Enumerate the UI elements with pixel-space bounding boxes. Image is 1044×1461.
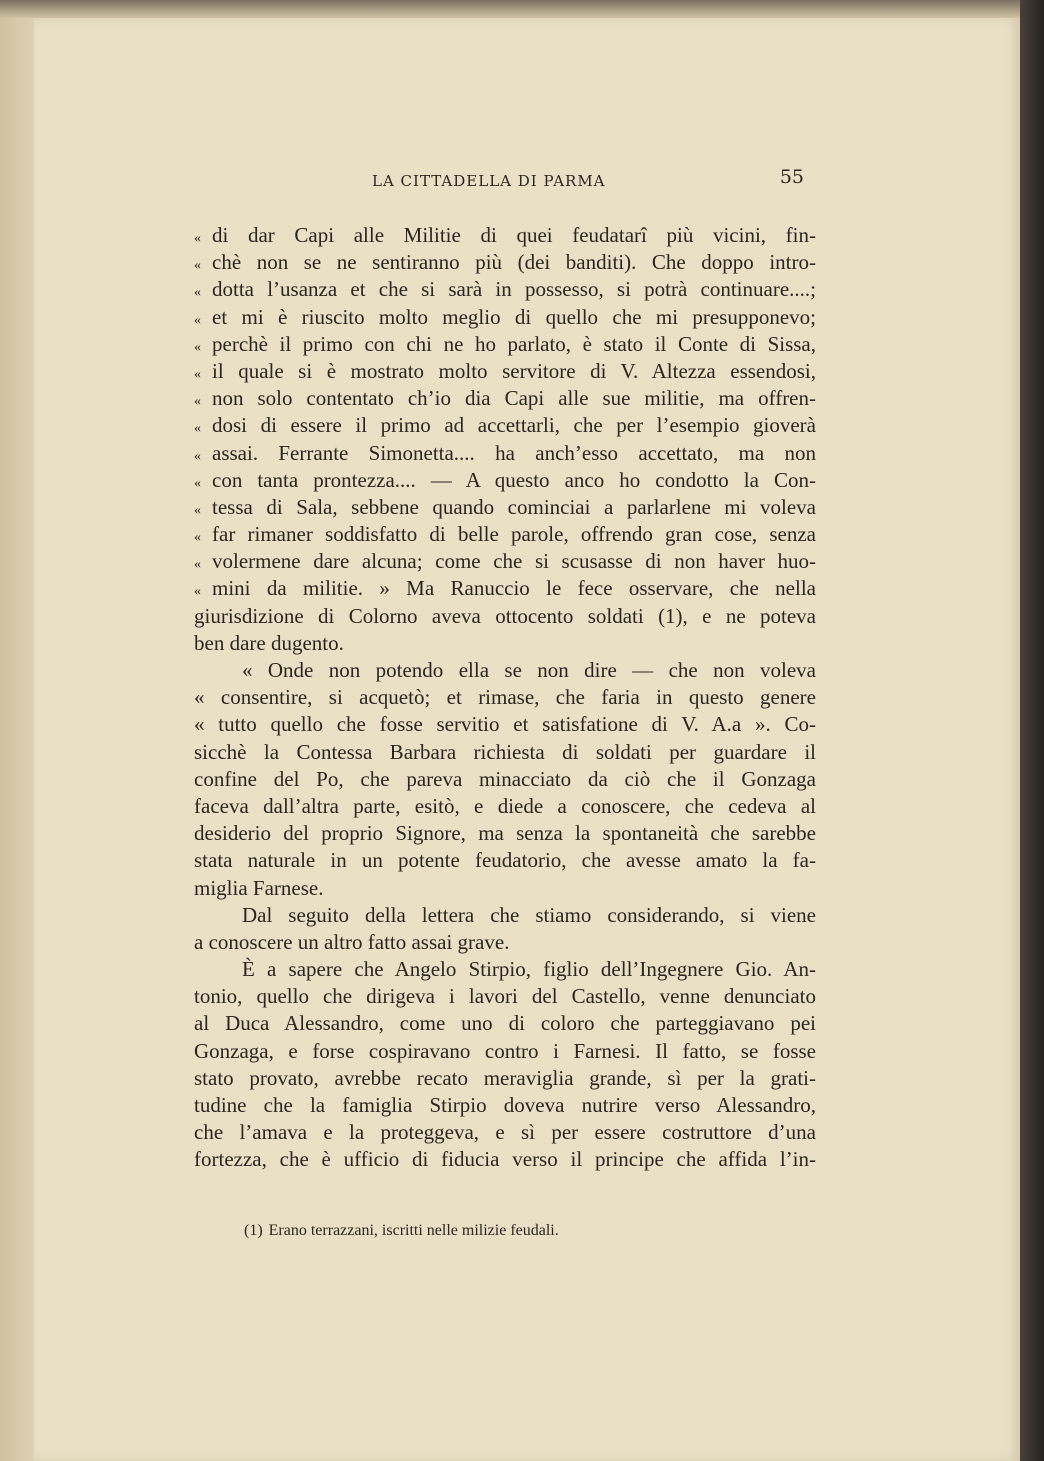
top-edge	[0, 0, 1044, 18]
quote-mark: «	[194, 285, 201, 301]
text-line: « mini da militie. » Ma Ranuccio le fece osservare, che nella	[194, 575, 816, 602]
text-line: fortezza, che è ufficio di fiducia verso il principe che affida l’in-	[194, 1147, 816, 1172]
text-line: « consentire, si acquetò; et rimase, che faria in questo genere	[194, 685, 816, 710]
footnote	[244, 1222, 804, 1240]
text-line: « et mi è riuscito molto meglio di quello che mi presupponevo;	[194, 304, 816, 331]
text-line: giurisdizione di Colorno aveva ottocento soldati (1), e ne poteva	[194, 603, 816, 628]
book-spine-edge	[1020, 0, 1044, 1461]
quote-mark: «	[194, 421, 201, 437]
text-line: « dotta l’usanza et che si sarà in possesso, si potrà continuare....;	[194, 276, 816, 303]
text-line: faceva dall’altra parte, esitò, e diede a conoscere, che cedeva al	[194, 793, 816, 818]
text-line: miglia Farnese.	[194, 875, 324, 900]
page-header	[160, 166, 810, 196]
text-line: desiderio del proprio Signore, ma senza la spontaneità che sarebbe	[194, 821, 816, 846]
quote-mark: «	[194, 312, 201, 328]
quote-mark: «	[194, 475, 201, 491]
quote-mark: «	[194, 231, 201, 246]
quote-mark: «	[194, 448, 201, 464]
previous-page-edge	[0, 18, 35, 1461]
text-line: stato provato, avrebbe recato meraviglia grande, sì per la grati-	[194, 1065, 816, 1090]
text-line: ben dare dugento.	[194, 630, 344, 655]
text-line: « non solo contentato ch’io dia Capi alle sue militie, ma offren-	[194, 385, 816, 412]
text-line: « chè non se ne sentiranno più (dei banditi). Che doppo intro-	[194, 249, 816, 276]
quote-mark: «	[194, 366, 201, 382]
text-line: « dosi di essere il primo ad accettarli, che per l’esempio gioverà	[194, 412, 816, 439]
text-line: È a sapere che Angelo Stirpio, figlio dell’Ingegnere Gio. An-	[242, 957, 816, 982]
text-line: sicchè la Contessa Barbara richiesta di soldati per guardare il	[194, 739, 816, 764]
text-line: « di dar Capi alle Militie di quei feudatarî più vicini, fin-	[194, 222, 816, 249]
text-line: « con tanta prontezza.... — A questo anco ho condotto la Con-	[194, 467, 816, 494]
running-title: LA CITTADELLA DI PARMA	[372, 172, 606, 190]
quote-mark: «	[194, 258, 201, 274]
text-line: stata naturale in un potente feudatorio, che avesse amato la fa-	[194, 848, 816, 873]
text-line: « volermene dare alcuna; come che si scusasse di non haver huo-	[194, 548, 816, 575]
text-line: « il quale si è mostrato molto servitore di V. Altezza essendosi,	[194, 358, 816, 385]
text-line: a conoscere un altro fatto assai grave.	[194, 929, 510, 954]
text-line: « assai. Ferrante Simonetta.... ha anch’esso accettato, ma non	[194, 440, 816, 467]
text-line: « far rimaner soddisfatto di belle parole, offrendo gran cose, senza	[194, 521, 816, 548]
body-text	[194, 222, 816, 1174]
text-line: che l’amava e la proteggeva, e sì per essere costruttore d’una	[194, 1120, 816, 1145]
quote-mark: «	[194, 584, 201, 600]
text-line: « tutto quello che fosse servitio et satisfatione di V. A.a ». Co-	[194, 712, 816, 737]
text-line: Gonzaga, e forse cospiravano contro i Farnesi. Il fatto, se fosse	[194, 1038, 816, 1063]
text-line: Dal seguito della lettera che stiamo considerando, si viene	[242, 902, 816, 927]
quote-mark: «	[194, 502, 201, 518]
text-line: tonio, quello che dirigeva i lavori del Castello, venne denunciato	[194, 984, 816, 1009]
text-line: confine del Po, che pareva minacciato da ciò che il Gonzaga	[194, 766, 816, 791]
quote-mark: «	[194, 394, 201, 410]
text-line: « Onde non potendo ella se non dire — che non voleva	[242, 658, 816, 682]
text-line: « tessa di Sala, sebbene quando cominciai a parlarlene mi voleva	[194, 494, 816, 521]
text-line: al Duca Alessandro, come uno di coloro che parteggiavano pei	[194, 1011, 816, 1036]
text-line: tudine che la famiglia Stirpio doveva nutrire verso Alessandro,	[194, 1093, 816, 1117]
quote-mark: «	[194, 557, 201, 573]
page-number: 55	[779, 166, 804, 188]
footnote-text: Erano terrazzani, iscritti nelle milizie feudali.	[268, 1222, 559, 1239]
quote-mark: «	[194, 339, 201, 355]
footnote-marker: (1)	[244, 1222, 263, 1239]
text-line: « perchè il primo con chi ne ho parlato, è stato il Conte di Sissa,	[194, 331, 816, 358]
quote-mark: «	[194, 530, 201, 546]
